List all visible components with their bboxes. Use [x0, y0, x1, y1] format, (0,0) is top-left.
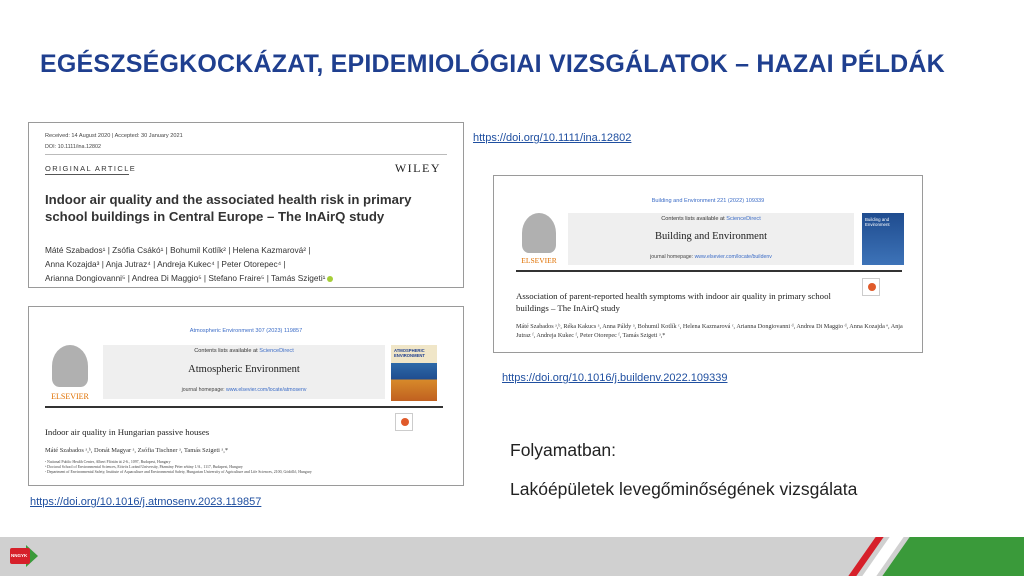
- article-card-building-environment: [493, 175, 923, 353]
- homepage-link[interactable]: www.elsevier.com/locate/buildenv: [694, 254, 772, 260]
- authors-line: Máté Szabados¹ | Zsófia Csákó¹ | Bohumil Kotlík² | Helena Kazmarová² |: [45, 245, 311, 255]
- article-authors: Máté Szabados ᵃ,ᵇ, Réka Kakucs ᵃ, Anna Páldy ᵃ, Bohumil Kotlík ᶜ, Helena Kazmarová ᶜ, Arianna Dongiovanni ᵈ, Andrea Di Maggio ᵈ, Anna Kozajda ᵉ, Anja Jutraz ᶠ, Andreja Kukec ᶠ, Peter Otorepec ᶠ, Tamás Szigeti ᵃ,*: [516, 323, 903, 339]
- affiliation: ᶜ Department of Environmental Safety, Institute of Aquaculture and Environmental Safety, Hungarian University of Agriculture and Life Sciences, 2100, Gödöllő, Hungary: [45, 470, 312, 475]
- article-dates: [45, 133, 183, 139]
- article-doi: DOI: 10.1111/ina.12802: [45, 144, 102, 150]
- article-title: Indoor air quality in Hungarian passive houses: [45, 427, 210, 437]
- tree-icon: [52, 345, 88, 387]
- journal-header: [103, 345, 385, 399]
- journal-title: Atmospheric Environment: [188, 364, 300, 375]
- article-title: Indoor air quality and the associated health risk in primary school buildings in Central Europe – The InAirQ study: [45, 192, 412, 224]
- stripe-green: [882, 537, 1024, 576]
- contents-line: [568, 216, 854, 222]
- journal-reference: Building and Environment 221 (2022) 109339: [651, 198, 765, 204]
- journal-cover-text: ATMOSPHERIC ENVIRONMENT: [394, 348, 425, 358]
- divider: [45, 154, 447, 155]
- journal-title: Building and Environment: [655, 231, 767, 242]
- homepage-prefix: journal homepage:: [181, 387, 226, 393]
- authors-line-text: Arianna Dongiovanni⁵ | Andrea Di Maggio⁵ | Stefano Fraire⁵ | Tamás Szigeti¹: [45, 273, 326, 283]
- doi-link-ina[interactable]: https://doi.org/10.1111/ina.12802: [473, 132, 632, 144]
- slide-title: EGÉSZSÉGKOCKÁZAT, EPIDEMIOLÓGIAI VIZSGÁLATOK – HAZAI PÉLDÁK: [40, 50, 945, 78]
- divider: [45, 174, 129, 175]
- journal-cover: [391, 345, 437, 401]
- article-authors: [45, 243, 455, 285]
- orcid-icon: [327, 276, 333, 282]
- sciencedirect-link[interactable]: ScienceDirect: [726, 216, 761, 222]
- in-progress-heading: Folyamatban:: [510, 440, 617, 460]
- received-date: Received: 14 August 2020: [45, 133, 111, 139]
- journal-cover-text: Building and Environment: [865, 217, 890, 227]
- contents-line: [103, 348, 385, 354]
- journal-header: [568, 213, 854, 265]
- journal-homepage: [103, 387, 385, 393]
- in-progress-text: Lakóépületek levegőminőségének vizsgálata: [510, 479, 858, 499]
- accepted-date: Accepted: 30 January 2021: [114, 133, 183, 139]
- elsevier-logo: [516, 213, 562, 265]
- journal-cover: [862, 213, 904, 265]
- check-for-updates-icon[interactable]: [862, 278, 880, 296]
- contents-prefix: Contents lists available at: [661, 216, 727, 222]
- article-authors: Máté Szabados ᵃ,ᵇ, Donát Magyar ᵃ, Zsófia Tischner ᵃ, Tamás Szigeti ᵃ,*: [45, 447, 229, 454]
- sciencedirect-link[interactable]: ScienceDirect: [259, 348, 294, 354]
- journal-reference: Atmospheric Environment 307 (2023) 119857: [189, 328, 303, 334]
- article-card-inairq-wiley: [28, 122, 464, 288]
- article-title: Association of parent-reported health symptoms with indoor air quality in primary school buildings – The InAirQ study: [516, 291, 831, 313]
- doi-link-atmosenv[interactable]: https://doi.org/10.1016/j.atmosenv.2023.119857: [30, 496, 262, 508]
- affiliations: [45, 460, 455, 476]
- publisher-logo: WILEY: [394, 161, 441, 175]
- homepage-prefix: journal homepage:: [650, 254, 695, 260]
- authors-line: [45, 271, 455, 285]
- affiliation: ᵇ Doctoral School of Environmental Sciences, Eötvös Loránd University, Pázmány Péter sétány 1/A., 1117, Budapest, Hungary: [45, 465, 243, 470]
- elsevier-logo-text: ELSEVIER: [51, 392, 89, 401]
- logo-text: NNGYK: [11, 553, 28, 558]
- authors-line: Anna Kozajda³ | Anja Jutraz⁴ | Andreja Kukec⁴ | Peter Otorepec⁴ |: [45, 259, 286, 269]
- homepage-link[interactable]: www.elsevier.com/locate/atmosenv: [225, 387, 307, 393]
- doi-link-buildenv[interactable]: https://doi.org/10.1016/j.buildenv.2022.109339: [502, 372, 728, 384]
- contents-prefix: Contents lists available at: [194, 348, 260, 354]
- elsevier-logo-text: ELSEVIER: [521, 256, 557, 265]
- footer-decoration-stripes: [840, 537, 1024, 576]
- journal-homepage: [568, 254, 854, 260]
- date-separator: |: [111, 133, 114, 139]
- divider: [516, 270, 902, 272]
- divider: [45, 406, 443, 408]
- affiliation: ᵃ National Public Health Center, Albert Flórián út 2-6., 1097, Budapest, Hungary: [45, 460, 171, 464]
- article-card-atmospheric-environment: [28, 306, 464, 486]
- check-for-updates-icon[interactable]: [395, 413, 413, 431]
- organization-logo: [6, 543, 40, 569]
- tree-icon: [522, 213, 556, 253]
- article-type: ORIGINAL ARTICLE: [45, 164, 137, 173]
- elsevier-logo: [45, 345, 95, 401]
